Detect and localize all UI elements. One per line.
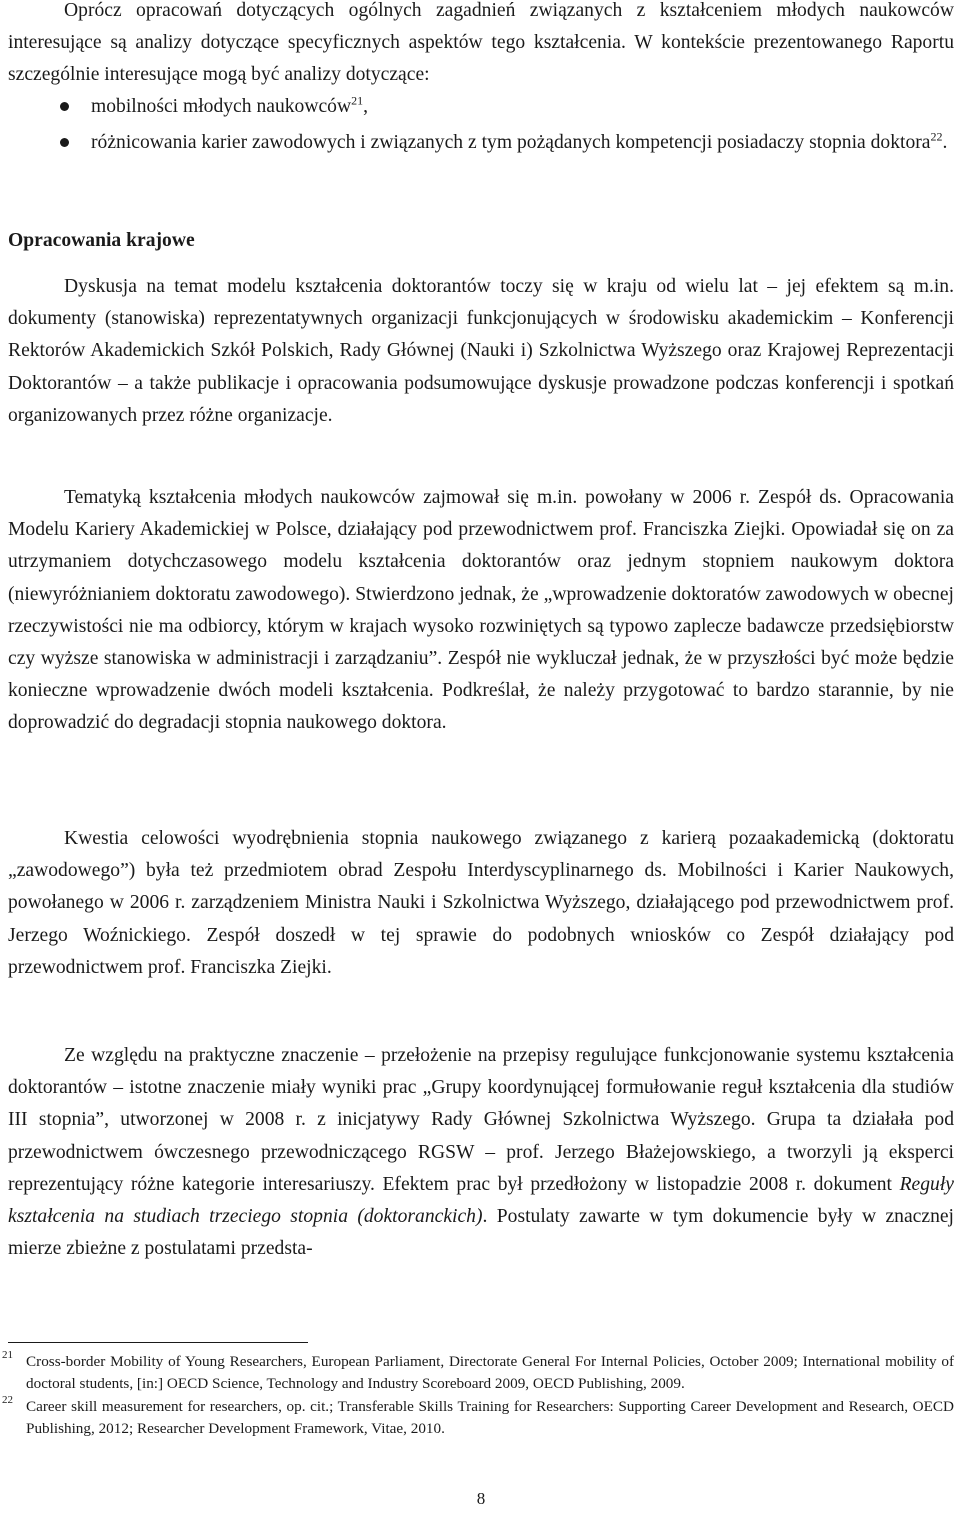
footnote xyxy=(2,1394,954,1439)
intro-paragraph: Oprócz opracowań dotyczących ogólnych zagadnień związanych z kształceniem młodych naukowców interesujące są analizy dotyczące specyficznych aspektów tego kształcenia. W kontekście prezentowanego Raportu szczególnie interesujące mogą być analizy dotyczące: xyxy=(8,0,954,86)
paragraph-text: Ze względu na praktyczne znaczenie – przełożenie na przepisy regulujące funkcjonowanie systemu kształcenia doktorantów – istotne znaczenie miały wyniki prac „Grupy koordynującej formułowanie reguł kształcenia dla studiów III stopnia”, utworzonej w 2008 r. z inicjatywy Rady Głównej Szkolnictwa Wyższego. Grupa ta działała pod przewodnictwem ówczesnego przewodniczącego RGSW – prof. Jerzego Błażejowskiego, a tworzyli ją eksperci reprezentujący różne kategorie interesariuszy. Efektem prac był przedłożony w listopadzie 2008 r. dokument xyxy=(8,1045,954,1195)
bullet-text: różnicowania karier zawodowych i związanych z tym pożądanych kompetencji posiadaczy stopnia doktora xyxy=(91,132,931,154)
paragraph: Dyskusja na temat modelu kształcenia doktorantów toczy się w kraju od wielu lat – jej efektem są m.in. dokumenty (stanowiska) reprezentatywnych organizacji funkcjonujących w środowisku akademickim – Konferencji Rektorów Akademickich Szkół Polskich, Rady Głównej (Nauki i) Szkolnictwa Wyższego oraz Krajowej Reprezentacji Doktorantów – a także publikacje i opracowania podsumowujące dyskusje prowadzone podczas konferencji i spotkań organizowanych przez różne organizacje. xyxy=(8,276,954,426)
section-heading: Opracowania krajowe xyxy=(8,230,195,251)
paragraph-text: . Postulaty zawarte w tym dokumencie były w znacznej mierze zbieżne z postulatami przedsta- xyxy=(8,1206,955,1260)
footnote-text: Career skill measurement for researchers, op. cit.; Transferable Skills Training for Researchers: Supporting Career Development and Research, OECD Publishing, 2012; Researcher Development Framework, Vitae, 2010. xyxy=(26,1398,954,1437)
footnote-divider xyxy=(8,1342,308,1343)
footnote-ref[interactable]: 21 xyxy=(351,93,364,108)
bullet-item xyxy=(8,91,954,123)
bullet-list xyxy=(8,91,954,159)
paragraph xyxy=(8,1040,954,1265)
footnote-ref[interactable]: 22 xyxy=(930,129,943,144)
paragraph: Kwestia celowości wyodrębnienia stopnia naukowego związanego z karierą pozaakademicką (doktoratu „zawodowego”) była też przedmiotem obrad Zespołu Interdyscyplinarnego ds. Mobilności i Karier Naukowych, powołanego w 2006 r. zarządzeniem Ministra Nauki i Szkolnictwa Wyższego, działającego pod przewodnictwem prof. Jerzego Woźnickiego. Zespół doszedł w tej sprawie do podobnych wniosków co Zespół działający pod przewodnictwem prof. Franciszka Ziejki. xyxy=(8,828,954,978)
bullet-text: mobilności młodych naukowców xyxy=(91,96,352,117)
page-number: 8 xyxy=(476,1489,486,1508)
footnote-text: Cross-border Mobility of Young Researchers, European Parliament, Directorate General For Internal Policies, October 2009; International mobility of doctoral students, [in:] OECD Science, Technology and Industry Scoreboard 2009, OECD Publishing, 2009. xyxy=(26,1353,954,1392)
footnotes xyxy=(2,1349,954,1441)
footnote-number: 22 xyxy=(2,1394,13,1406)
document-title: Reguły kształcenia na studiach trzeciego stopnia (doktoranckich) xyxy=(8,1173,954,1228)
bullet-dot-icon xyxy=(60,138,69,147)
paragraph: Tematyką kształcenia młodych naukowców zajmował się m.in. powołany w 2006 r. Zespół ds. Opracowania Modelu Kariery Akademickiej w Polsce, działający pod przewodnictwem prof. Franciszka Ziejki. Opowiadał się on za utrzymaniem dotychczasowego modelu kształcenia doktorantów oraz jednym stopniem naukowym doktora (niewyróżnianiem doktoratu zawodowego). Stwierdzono jednak, że „wprowadzenie doktoratów zawodowych w obecnej rzeczywistości nie ma odbiorcy, którym w krajach wysoko rozwiniętych są typowo zaplecze badawcze przedsiębiorstw czy wyższe stanowiska w administracji i zarządzaniu”. Zespół nie wykluczał jednak, że w przyszłości być może będzie konieczne wprowadzenie dwóch modeli kształcenia. Podkreślał, że należy przygotować to bardzo starannie, by nie doprowadzić do degradacji stopnia naukowego doktora. xyxy=(8,487,954,734)
footnote-number: 21 xyxy=(2,1349,13,1361)
bullet-tail: , xyxy=(363,96,369,117)
bullet-dot-icon xyxy=(60,102,69,111)
footnote xyxy=(2,1349,954,1394)
bullet-item xyxy=(8,127,954,159)
bullet-tail: . xyxy=(942,132,948,154)
